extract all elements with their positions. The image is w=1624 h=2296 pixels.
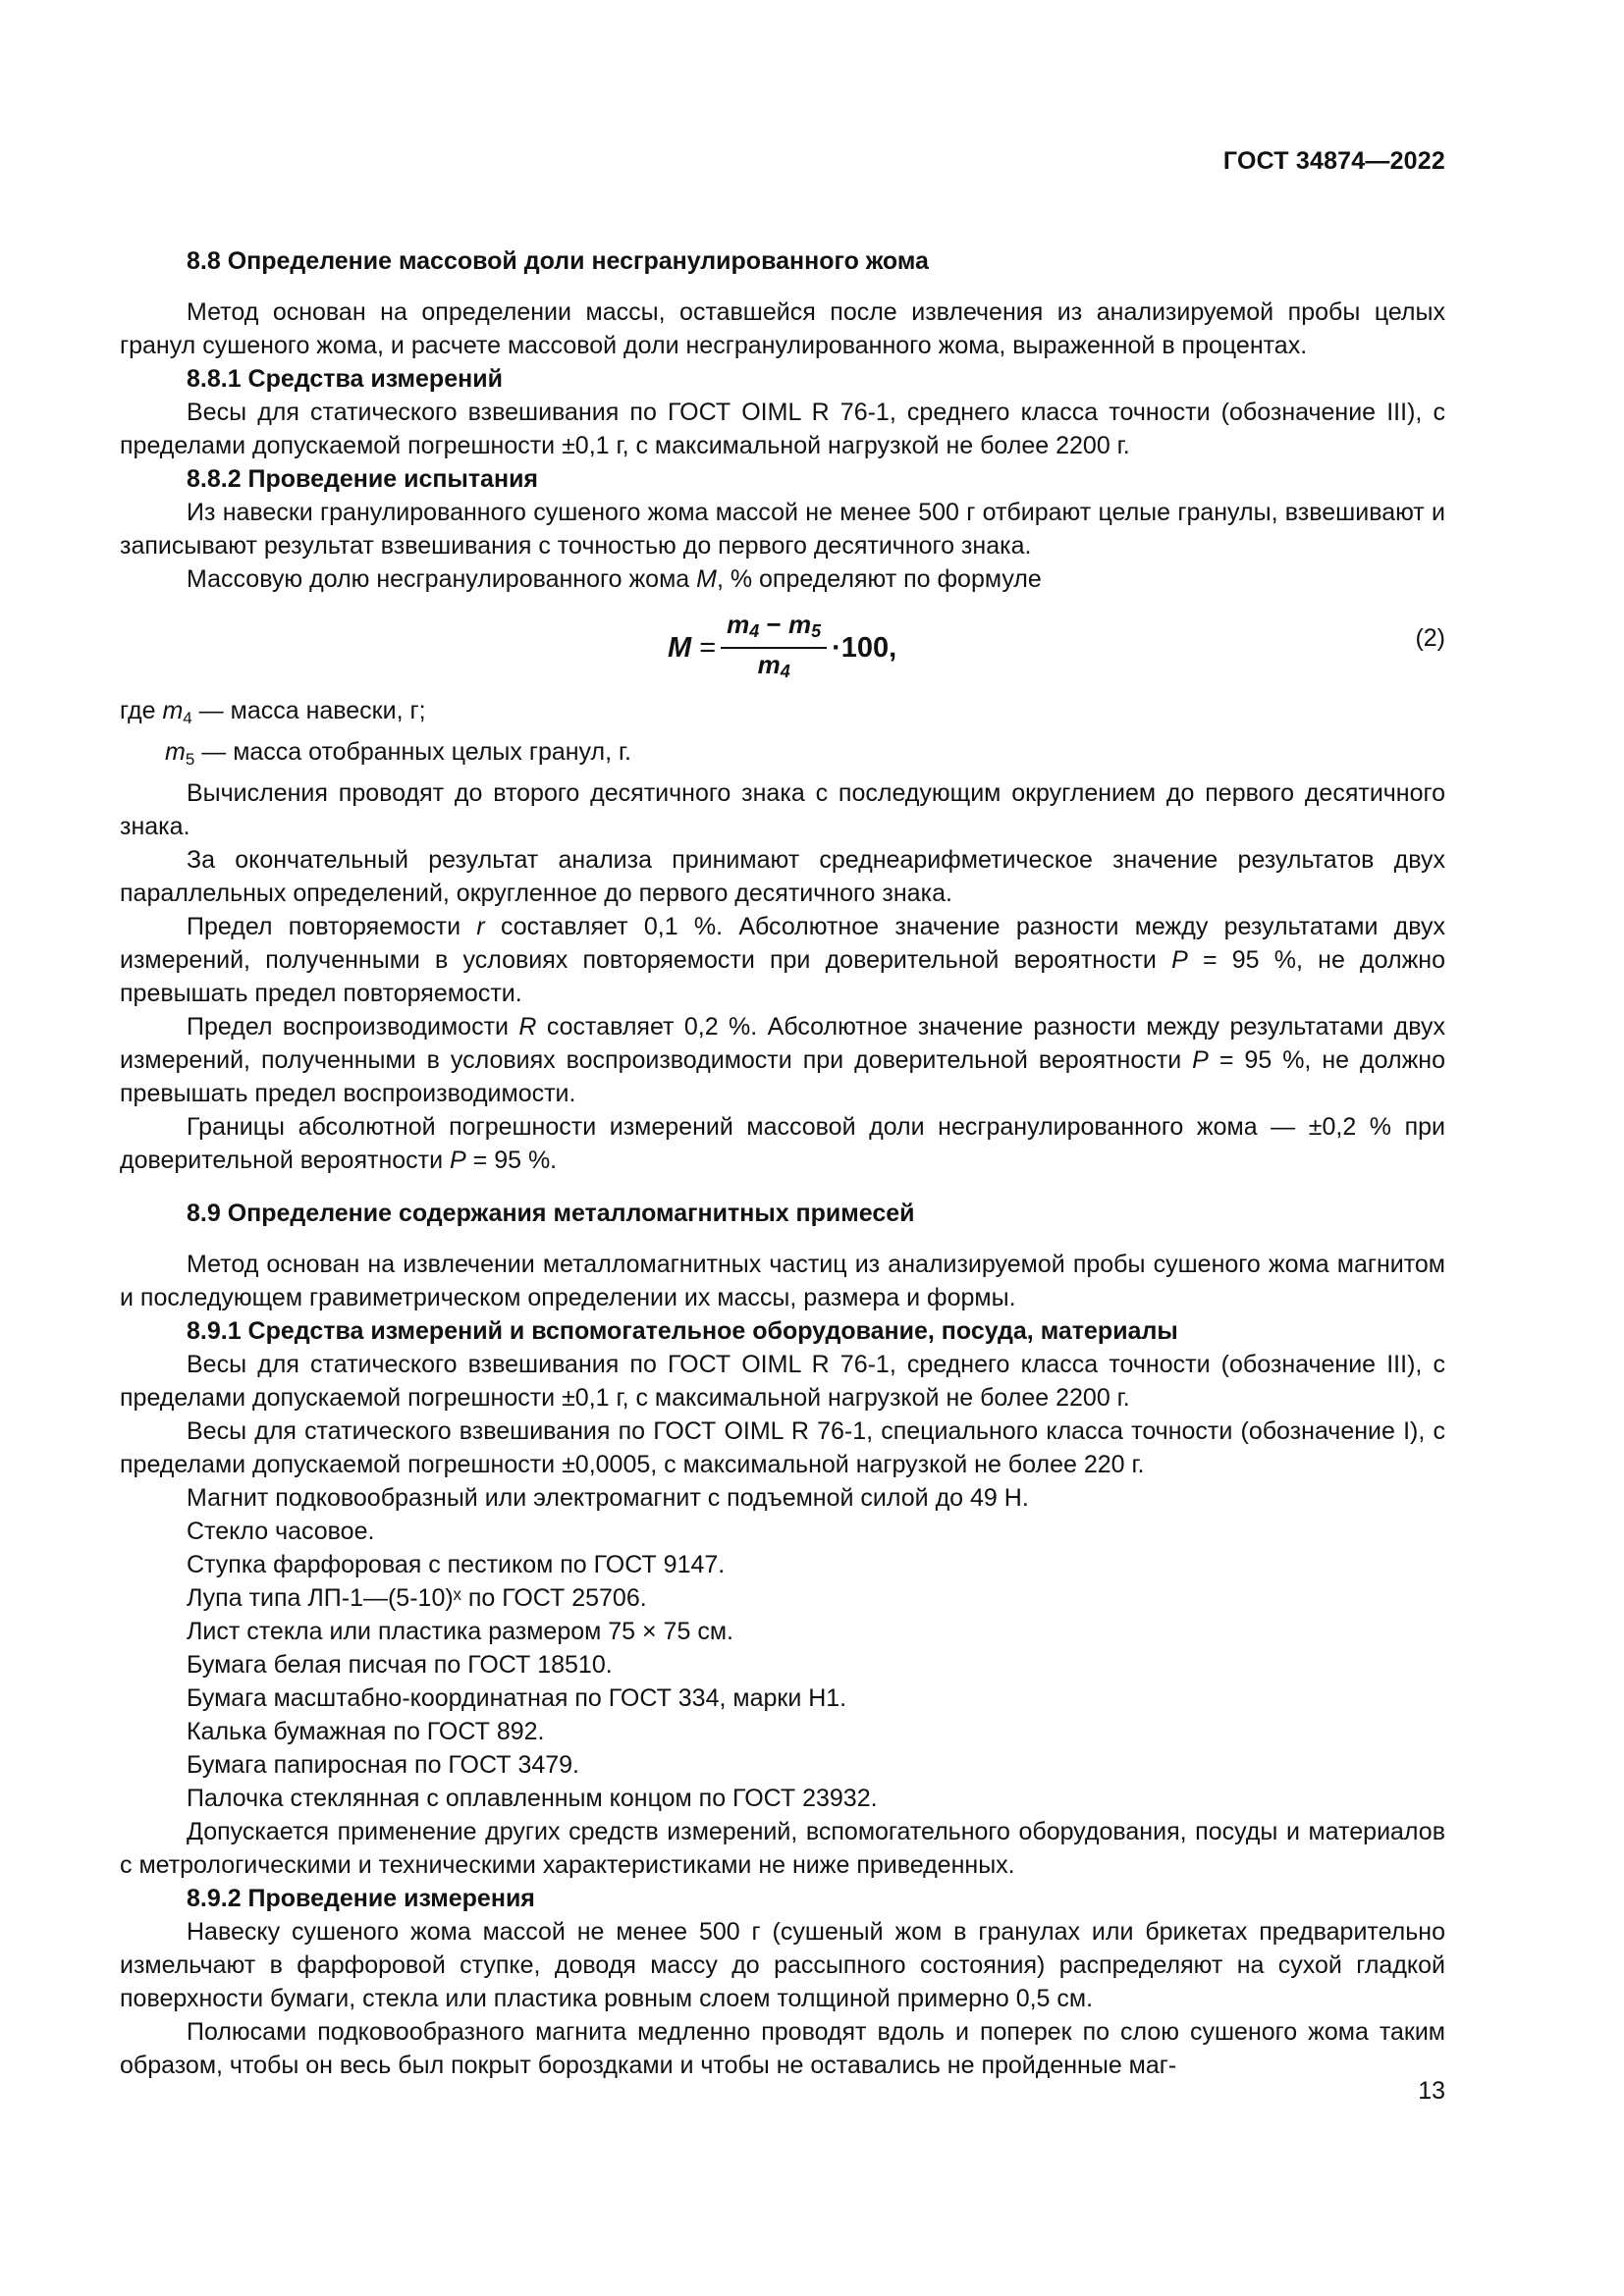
equipment-item: Калька бумажная по ГОСТ 892. (187, 1718, 545, 1745)
section-8-8-1-text: Весы для статического взвешивания по ГОСТ OIML R 76-1, среднего класса точности (обозначение III), с пределами допускаемой погрешности ±0,1 г, с максимальной нагрузкой не более 2200 г. (120, 399, 1445, 459)
section-8-9-2-paragraph: Полюсами подковообразного магнита медленно проводят вдоль и поперек по слою сушеного жома таким образом, чтобы он весь был покрыт бороздками и чтобы не оставались не пройденные маг- (120, 2018, 1445, 2079)
equipment-item: Ступка фарфоровая с пестиком по ГОСТ 9147. (187, 1551, 726, 1578)
formula-fraction (721, 610, 827, 686)
formula-expression: M = $\frac{m4 - m5}{m4}$ ·100, (668, 610, 896, 686)
section-8-9-1-title: 8.9.1 Средства измерений и вспомогательное оборудование, посуда, материалы (187, 1317, 1178, 1345)
calculation-paragraph: Вычисления проводят до второго десятичного знака с последующим округлением до первого десятичного знака. (120, 779, 1445, 840)
page-number: 13 (1418, 2077, 1445, 2105)
page-body (120, 225, 1445, 2082)
document-code-header: ГОСТ 34874—2022 (1222, 147, 1445, 175)
section-8-9-title: 8.9 Определение содержания металломагнитных примесей (187, 1200, 915, 1227)
equipment-item: Палочка стеклянная с оплавленным концом по ГОСТ 23932. (187, 1785, 878, 1812)
formula-numerator: m4 − m5 (721, 610, 827, 649)
section-8-9-2-paragraph: Навеску сушеного жома массой не менее 500 г (сушеный жом в гранулах или брикетах предварительно измельчают в фарфоровой ступке, доводя массу до рассыпного состояния) распределяют на сухой гладкой поверхности бумаги, стекла или пластика ровным слоем толщиной примерно 0,5 см. (120, 1918, 1445, 2012)
section-8-8-2-title: 8.8.2 Проведение испытания (187, 465, 539, 493)
variable-m4-definition: где $m_4$ — масса навески, г; (120, 697, 426, 727)
final-result-paragraph: За окончательный результат анализа принимают среднеарифметическое значение результатов двух параллельных определений, округленное до первого десятичного знака. (120, 846, 1445, 907)
formula-2 (120, 606, 1445, 680)
equipment-item: Допускается применение других средств измерений, вспомогательного оборудования, посуды и материалов с метрологическими и техническими характеристиками не ниже приведенных. (120, 1818, 1445, 1879)
variable-m5-definition: $m_5$ — масса отобранных целых гранул, г. (165, 738, 631, 769)
equipment-item: Бумага папиросная по ГОСТ 3479. (187, 1751, 579, 1779)
section-8-9-2-title: 8.9.2 Проведение измерения (187, 1885, 535, 1912)
error-bounds-paragraph: Границы абсолютной погрешности измерений массовой доли несгранулированного жома — ±0,2 % при доверительной вероятности P = 95 %. (120, 1113, 1445, 1174)
section-8-8-1-title: 8.8.1 Средства измерений (187, 365, 503, 393)
section-8-8-title: 8.8 Определение массовой доли несгранулированного жома (187, 247, 929, 275)
equipment-item: Лупа типа ЛП-1—(5-10)ˣ по ГОСТ 25706. (187, 1584, 647, 1612)
reproducibility-paragraph: Предел воспроизводимости R составляет 0,2 %. Абсолютное значение разности между результатами двух измерений, полученными в условиях воспроизводимости при доверительной вероятности P = 95 %, не должно превышать предел воспроизводимости. (120, 1013, 1446, 1107)
repeatability-paragraph: Предел повторяемости r составляет 0,1 %. Абсолютное значение разности между результатами двух измерений, полученными в условиях повторяемости при доверительной вероятности P = 95 %, не должно превышать предел повторяемости. (120, 913, 1446, 1007)
section-8-8-2-paragraph: Из навески гранулированного сушеного жома массой не менее 500 г отбирают целые гранулы, взвешивают и записывают результат взвешивания с точностью до первого десятичного знака. (120, 499, 1445, 560)
equipment-item: Бумага масштабно-координатная по ГОСТ 334, марки Н1. (187, 1684, 847, 1712)
formula-denominator: m4 (757, 650, 790, 681)
equipment-item: Стекло часовое. (187, 1518, 375, 1545)
formula-number: (2) (1415, 624, 1445, 652)
equipment-item: Весы для статического взвешивания по ГОСТ OIML R 76-1, среднего класса точности (обозначение III), с пределами допускаемой погрешности ±0,1 г, с максимальной нагрузкой не более 2200 г. (120, 1351, 1445, 1412)
section-8-8-intro: Метод основан на определении массы, оставшейся после извлечения из анализируемой пробы целых гранул сушеного жома, и расчете массовой доли несгранулированного жома, выраженной в процентах. (120, 298, 1445, 359)
equipment-item: Бумага белая писчая по ГОСТ 18510. (187, 1651, 613, 1679)
formula-intro-paragraph: Массовую долю несгранулированного жома M, % определяют по формуле (187, 565, 1042, 593)
equipment-item: Магнит подковообразный или электромагнит с подъемной силой до 49 Н. (187, 1484, 1029, 1512)
section-8-9-intro: Метод основан на извлечении металломагнитных частиц из анализируемой пробы сушеного жома магнитом и последующем гравиметрическом определении их массы, размера и формы. (120, 1251, 1445, 1311)
equipment-item: Лист стекла или пластика размером 75 × 75 см. (187, 1618, 733, 1645)
equipment-item: Весы для статического взвешивания по ГОСТ OIML R 76-1, специального класса точности (обозначение I), с пределами допускаемой погрешности ±0,0005, с максимальной нагрузкой не более 220 г. (120, 1417, 1445, 1478)
